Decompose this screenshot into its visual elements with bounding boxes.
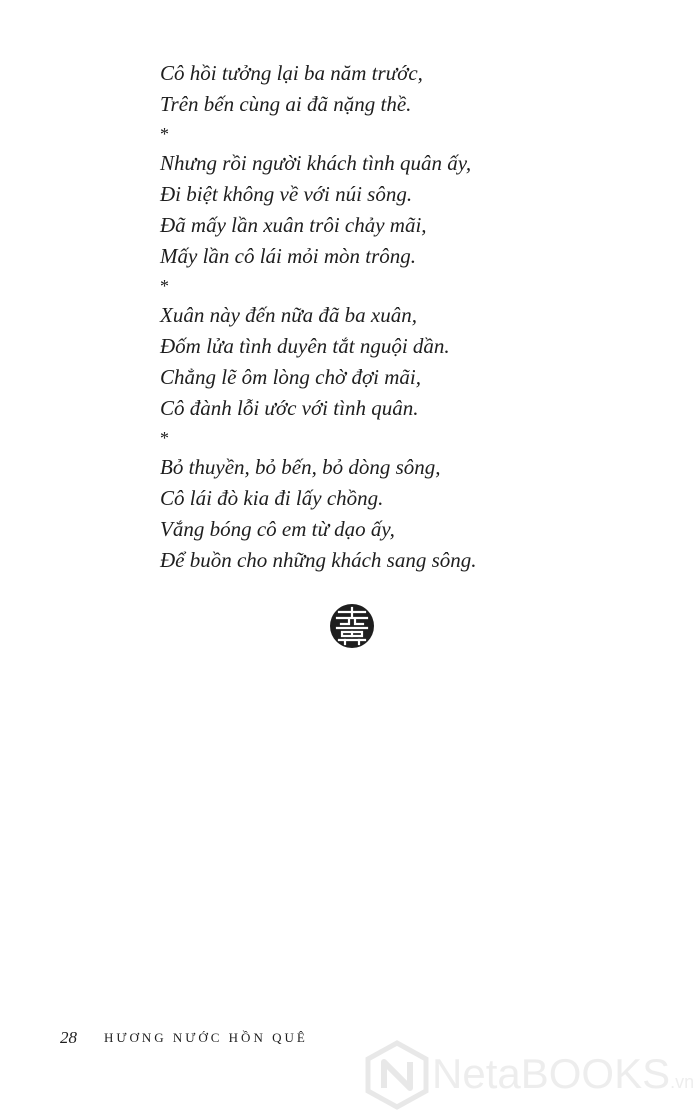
poem-line: Để buồn cho những khách sang sông. (160, 548, 477, 572)
poem-line: Mấy lần cô lái mỏi mòn trông. (160, 244, 417, 268)
watermark-brand: NetaBOOKS (432, 1050, 671, 1097)
stanza-1 (160, 58, 640, 120)
stanza-separator: * (160, 124, 169, 144)
poem-line: Nhưng rồi người khách tình quân ấy, (160, 151, 472, 175)
poem-line: Đi biệt không về với núi sông. (160, 182, 413, 206)
poem-line: Trên bến cùng ai đã nặng thề. (160, 92, 412, 116)
poem-line: Bỏ thuyền, bỏ bến, bỏ dòng sông, (160, 455, 441, 479)
poem-line: Cô hồi tưởng lại ba năm trước, (160, 61, 423, 85)
poem-line: Vắng bóng cô em từ dạo ấy, (160, 517, 395, 541)
poem (160, 58, 640, 576)
netabooks-logo-icon (364, 1040, 430, 1110)
watermark (364, 1040, 694, 1110)
stanza-2 (160, 148, 640, 272)
stanza-separator: * (160, 428, 169, 448)
poem-line: Chẳng lẽ ôm lòng chờ đợi mãi, (160, 365, 421, 389)
running-footer-title: HƯƠNG NƯỚC HỒN QUÊ (104, 1030, 308, 1045)
watermark-text (432, 1048, 694, 1108)
watermark-suffix: .vn (670, 1072, 695, 1092)
stanza-4 (160, 452, 640, 576)
poem-line: Xuân này đến nữa đã ba xuân, (160, 303, 417, 327)
shou-longevity-ornament-icon (329, 603, 375, 649)
poem-line: Đã mấy lần xuân trôi chảy mãi, (160, 213, 427, 237)
poem-line: Đốm lửa tình duyên tắt nguội dần. (160, 334, 450, 358)
stanza-separator: * (160, 276, 169, 296)
stanza-3 (160, 300, 640, 424)
poem-line: Cô đành lỗi ước với tình quân. (160, 396, 419, 420)
poem-line: Cô lái đò kia đi lấy chồng. (160, 486, 384, 510)
page-number: 28 (60, 1028, 77, 1047)
